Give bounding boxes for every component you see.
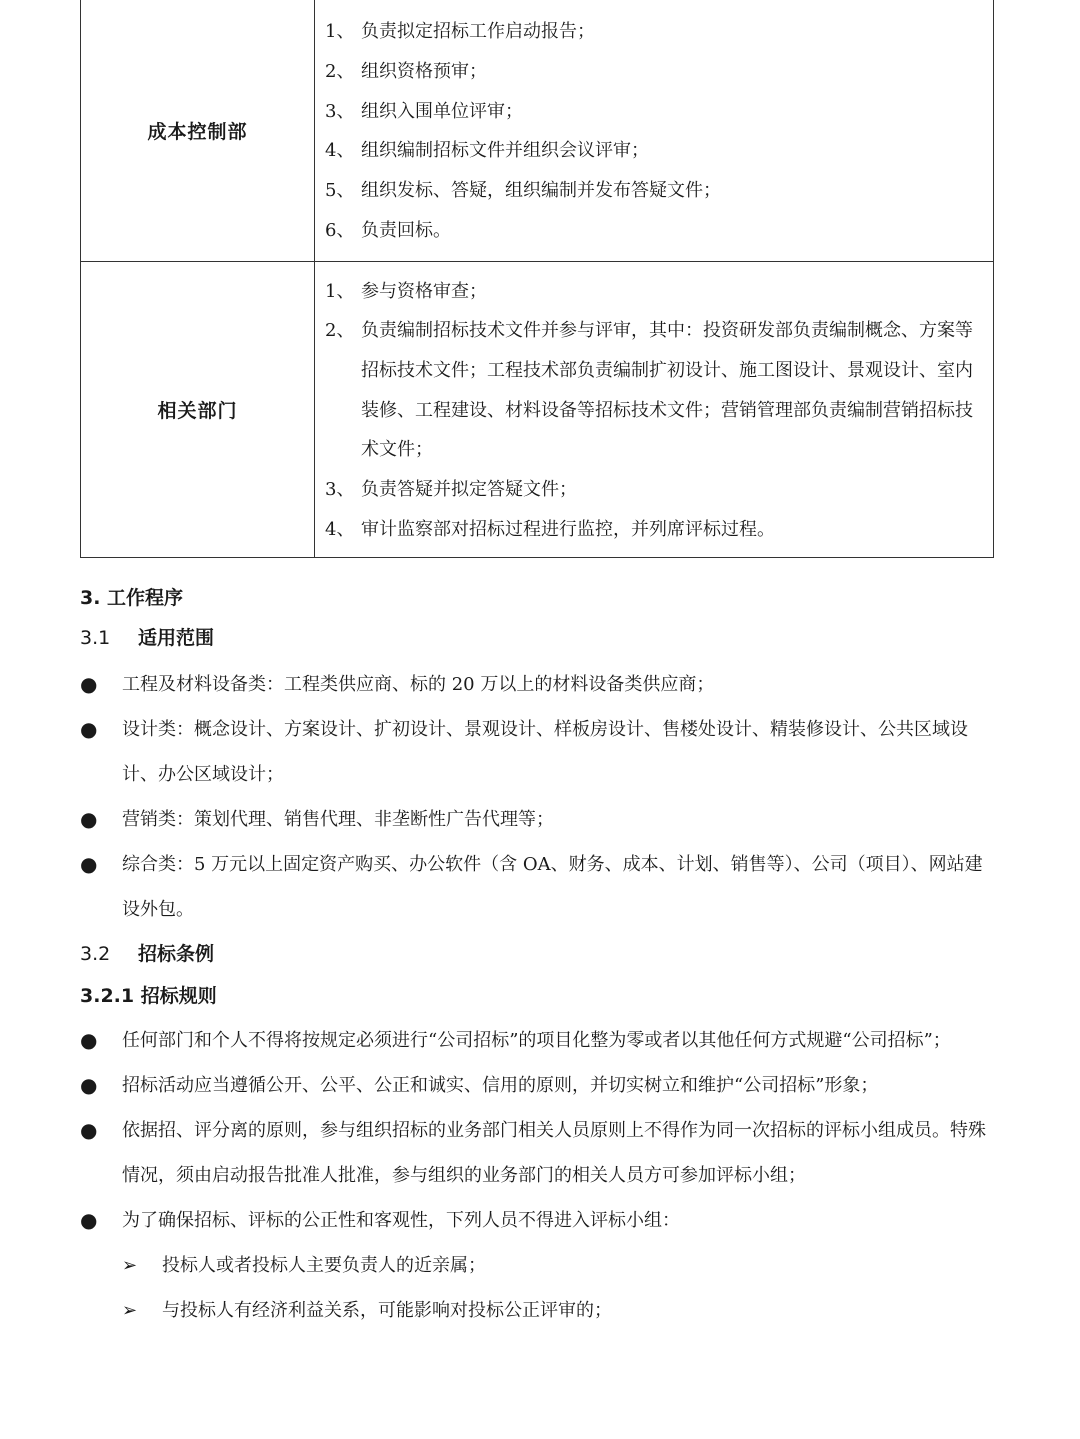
bullet-icon: ● (80, 1118, 98, 1142)
bullet-icon: ● (80, 717, 98, 741)
subsection-heading: 3.1 适用范围 (80, 627, 215, 649)
list-item: ● 设计类：概念设计、方案设计、扩初设计、景观设计、样板房设计、售楼处设计、精装修设计、公共区域设计、办公区域设计； (80, 707, 993, 797)
subsubsection-heading: 3.2.1 招标规则 (80, 985, 217, 1007)
department-cell: 相关部门 (81, 261, 315, 558)
bullet-icon: ● (80, 1208, 98, 1232)
table-row (81, 261, 994, 558)
list-item: ● 工程及材料设备类：工程类供应商、标的 20 万以上的材料设备类供应商； (80, 662, 993, 707)
bullet-icon: ● (80, 1028, 98, 1052)
list-item: ● 依据招、评分离的原则，参与组织招标的业务部门相关人员原则上不得作为同一次招标的评标小组成员。特殊情况，须由启动报告批准人批准，参与组织的业务部门的相关人员方可参加评标小组； (80, 1108, 993, 1198)
bullet-icon: ● (80, 807, 98, 831)
list-item: ● 招标活动应当遵循公开、公平、公正和诚实、信用的原则，并切实树立和维护“公司招标”形象； (80, 1063, 993, 1108)
list-item: ● 为了确保招标、评标的公正性和客观性，下列人员不得进入评标小组： (80, 1198, 993, 1243)
list-item: ● 综合类：5 万元以上固定资产购买、办公软件（含 OA、财务、成本、计划、销售等）、公司（项目）、网站建设外包。 (80, 842, 993, 932)
duty-item: 4、 组织编制招标文件并组织会议评审； (325, 140, 649, 162)
list-item: ● 营销类：策划代理、销售代理、非垄断性广告代理等； (80, 797, 993, 842)
subsection-heading: 3.2 招标条例 (80, 943, 215, 965)
duty-item: 2、 负责编制招标技术文件并参与评审，其中：投资研发部负责编制概念、方案等招标技术文件；工程技术部负责编制扩初设计、施工图设计、景观设计、室内装修、工程建设、材料设备等招标技术文件；营销管理部负责编制营销招标技术文件； (325, 320, 973, 461)
bullet-icon: ● (80, 852, 98, 876)
duty-item: 3、 组织入围单位评审； (325, 100, 523, 122)
sub-list-item: ➢ 与投标人有经济利益关系，可能影响对投标公正评审的； (80, 1288, 993, 1333)
bullet-icon: ● (80, 1073, 98, 1097)
section-content (80, 578, 993, 1333)
bullet-icon: ● (80, 672, 98, 696)
duty-item: 4、 审计监察部对招标过程进行监控，并列席评标过程。 (325, 518, 775, 540)
duties-cell (315, 0, 994, 261)
arrow-bullet-icon: ➢ (122, 1300, 138, 1321)
duty-item: 1、 参与资格审查； (325, 280, 487, 302)
arrow-bullet-icon: ➢ (122, 1255, 138, 1276)
section-heading: 3. 工作程序 (80, 587, 184, 609)
duty-item: 3、 负责答疑并拟定答疑文件； (325, 479, 577, 501)
list-item: ● 任何部门和个人不得将按规定必须进行“公司招标”的项目化整为零或者以其他任何方式规避“公司招标”； (80, 1018, 993, 1063)
department-cell: 成本控制部 (81, 0, 315, 261)
table-row (81, 0, 994, 261)
duty-item: 1、 负责拟定招标工作启动报告； (325, 21, 595, 43)
sub-list-item: ➢ 投标人或者投标人主要负责人的近亲属； (80, 1243, 993, 1288)
duty-item: 2、 组织资格预审； (325, 60, 487, 82)
duties-cell (315, 261, 994, 558)
duty-item: 6、 负责回标。 (325, 219, 451, 241)
duty-item: 5、 组织发标、答疑，组织编制并发布答疑文件； (325, 179, 721, 201)
responsibility-table (80, 0, 994, 558)
